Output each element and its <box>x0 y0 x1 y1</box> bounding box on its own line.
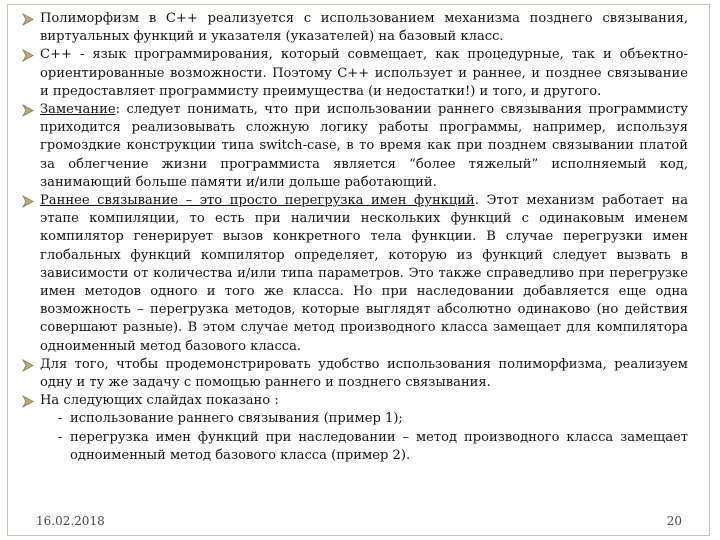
arrow-bullet-icon <box>22 359 34 372</box>
arrow-bullet-icon <box>22 395 34 408</box>
sub-item-text: использование раннего связывания (пример 1); <box>70 411 403 427</box>
page-number: 20 <box>666 514 682 528</box>
bullet-item <box>22 101 688 192</box>
sub-item <box>58 429 688 465</box>
dash-marker: - <box>58 429 63 445</box>
footer-date: 16.02.2018 <box>36 514 105 528</box>
sub-item-text: перегрузка имен функций при наследовании – метод производного класса замещает одноименный метод базового класса (пример 2). <box>70 429 688 463</box>
bullet-item <box>22 46 688 101</box>
arrow-bullet-icon <box>22 13 34 26</box>
arrow-bullet-icon <box>22 49 34 62</box>
bullet-item <box>22 356 688 392</box>
slide-content <box>22 10 688 465</box>
arrow-bullet-icon <box>22 195 34 208</box>
bullet-text: : следует понимать, что при использовании раннего связывания программисту приходится реализовывать сложную логику работы программы, например, используя громоздкие конструкции типа switch-case, в то время как при позднем связывании платой за облегчение жизни программиста является “более тяжелый” исполняемый код, занимающий больше памяти и/или дольше работающий. <box>40 102 688 190</box>
bullet-item <box>22 192 688 356</box>
bullet-lead-underlined: Замечание <box>40 102 116 118</box>
bullet-text: Полиморфизм в С++ реализуется с использованием механизма позднего связывания, виртуальных функций и указателя (указателей) на базовый класс. <box>40 11 688 45</box>
bullet-item <box>22 392 688 410</box>
bullet-text: С++ - язык программирования, который совмещает, как процедурные, так и объектно-ориентированные возможности. Поэтому С++ использует и раннее, и позднее связывание и предоставляет программисту преимущества (и недостатки!) и того, и другого. <box>40 47 688 99</box>
bullet-text: Для того, чтобы продемонстрировать удобство использования полиморфизма, реализуем одну и ту же задачу с помощью раннего и позднего связывания. <box>40 356 688 391</box>
bullet-lead-underlined: Раннее связывание – это просто перегрузка имен функций <box>40 193 475 209</box>
bullet-item <box>22 10 688 46</box>
bullet-text: . Этот механизм работает на этапе компиляции, то есть при наличии нескольких функций с одинаковым именем компилятор генерирует вызов конкретного тела функции. В случае перегрузки имен глобальных функций компилятор определяет, которую из функций следует вызвать в зависимости от количества и/или типа параметров. Это также справедливо при перегрузке имен методов одного и того же класса. Но при наследовании добавляется еще одна возможность – перегрузка методов, которые выглядят абсолютно одинаково (но действия совершают разные). В этом случае метод производного класса замещает для компилятора одноименный метод базового класса. <box>40 193 688 354</box>
arrow-bullet-icon <box>22 104 34 117</box>
bullet-text: На следующих слайдах показано : <box>40 393 279 409</box>
sub-item <box>58 410 688 428</box>
dash-marker: - <box>58 411 63 427</box>
